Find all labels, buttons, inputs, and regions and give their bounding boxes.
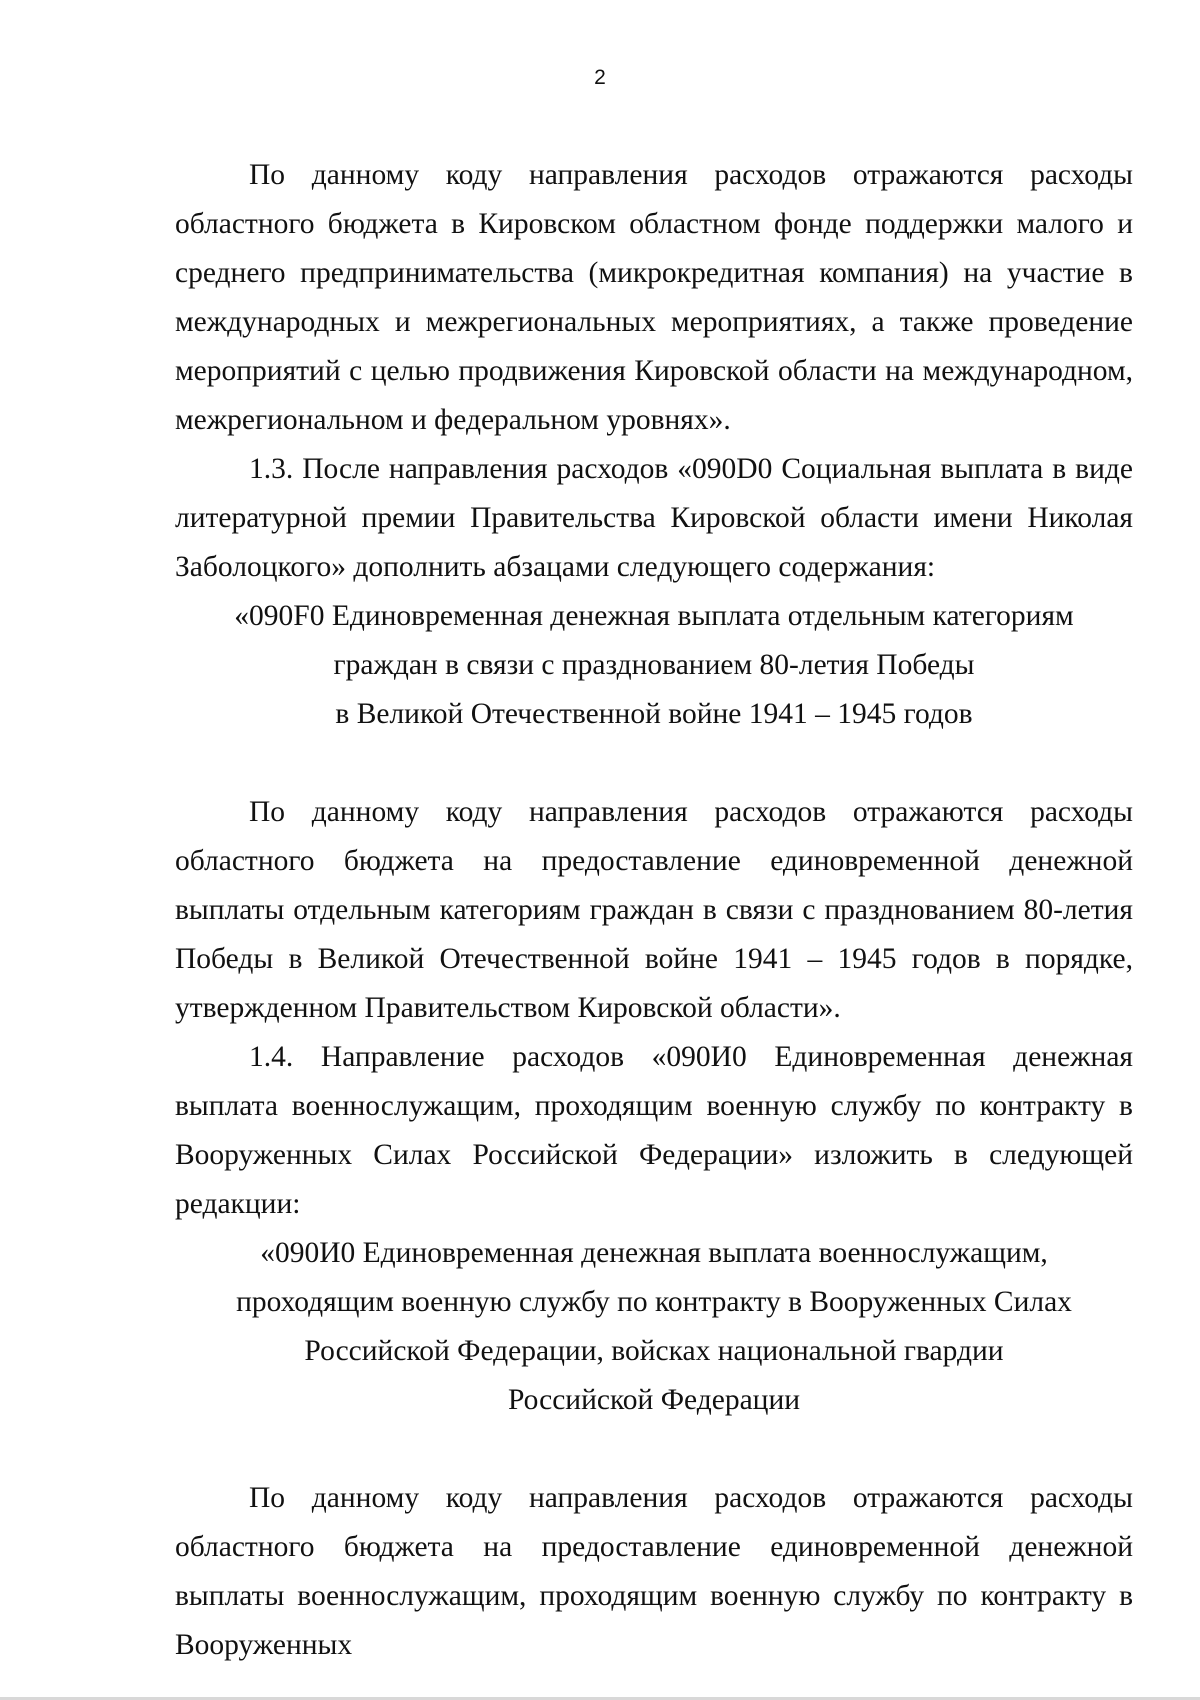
paragraph-item-1-3: 1.3. После направления расходов «090D0 Социальная выплата в виде литературной премии Правительства Кировской области имени Николая Заболоцкого» дополнить абзацами следующего содержания: [175, 453, 1133, 583]
paragraph-victory-payment: По данному коду направления расходов отражаются расходы областного бюджета на предоставление единовременной денежной выплаты отдельным категориям граждан в связи с празднованием 80-летия Победы в Великой Отечественной войне 1941 – 1945 годов в порядке, утвержденном Правительством Кировской области». [175, 796, 1133, 1024]
paragraph-item-1-4: 1.4. Направление расходов «090И0 Единовременная денежная выплата военнослужащим, проходящим военную службу по контракту в Вооруженных Силах Российской Федерации» изложить в следующей редакции: [175, 1041, 1133, 1220]
paragraph-military-payment: По данному коду направления расходов отражаются расходы областного бюджета на предоставление единовременной денежной выплаты военнослужащим, проходящим военную службу по контракту в Вооруженных [175, 1482, 1133, 1661]
page-number: 2 [594, 66, 606, 89]
heading-090f0 [175, 592, 1133, 739]
heading-090i0-line-4: Российской Федерации [507, 1384, 801, 1416]
heading-090i0-line-2: проходящим военную службу по контракту в Вооруженных Силах [236, 1286, 1072, 1318]
heading-090f0-line-1: «090F0 Единовременная денежная выплата отдельным категориям [234, 600, 1074, 632]
heading-090i0-line-1: «090И0 Единовременная денежная выплата военнослужащим, [260, 1237, 1048, 1269]
heading-090i0 [175, 1229, 1133, 1425]
heading-090f0-line-2: граждан в связи с празднованием 80-летия Победы [333, 649, 975, 681]
heading-090i0-line-3: Российской Федерации, войсках национальной гвардии [304, 1335, 1004, 1367]
paragraph-fund-expenses: По данному коду направления расходов отражаются расходы областного бюджета в Кировском областном фонде поддержки малого и среднего предпринимательства (микрокредитная компания) на участие в международных и межрегиональных мероприятиях, а также проведение мероприятий с целью продвижения Кировской области на международном, межрегиональном и федеральном уровнях». [175, 159, 1133, 436]
spacer [175, 1425, 1133, 1474]
heading-090f0-line-3: в Великой Отечественной войне 1941 – 1945 годов [335, 698, 973, 730]
document-body [175, 151, 1133, 1670]
spacer [175, 739, 1133, 788]
